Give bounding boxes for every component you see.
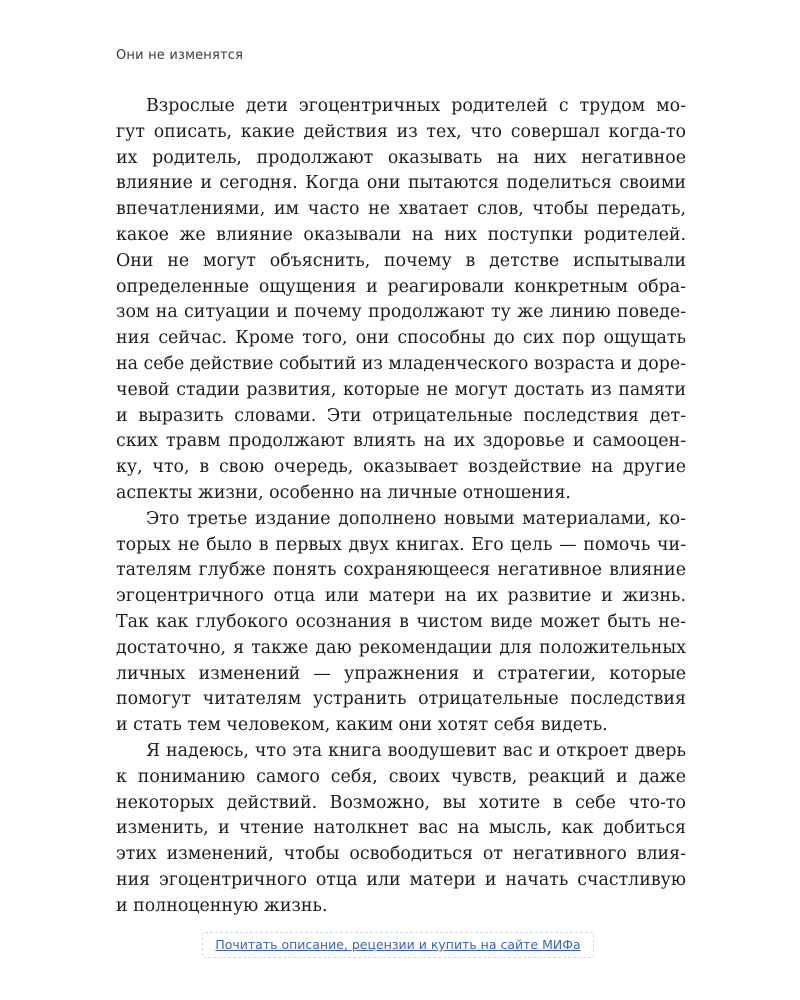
text-line: чевой стадии развития, которые не могут достать из памяти [116,379,686,400]
text-line: Взрослые дети эгоцентричных родителей с трудом мо- [146,96,686,116]
text-line: некоторых действий. Возможно, вы хотите в себе что-то [116,792,686,813]
text-line: Так как глубокого осознания в чистом виде может быть не- [116,611,686,632]
text-line: ния сейчас. Кроме того, они способны до сих пор ощущать [116,328,686,349]
paragraph-1 [116,94,686,507]
text-line: Я надеюсь, что эта книга воодушевит вас и откроет дверь [146,740,686,761]
text-line: изменить, и чтение натолкнет вас на мысль, как добиться [116,818,686,839]
text-line: ния эгоцентричного отца или матери и начать счастливую [116,869,686,890]
text-line: влияние и сегодня. Когда они пытаются поделиться своими [116,173,686,194]
text-line: тателям глубже понять сохраняющееся негативное влияние [116,560,686,581]
text-line: определенные ощущения и реагировали конкретным обра- [116,276,686,297]
text-line: ских травм продолжают влиять на их здоровье и самооцен- [116,431,686,452]
body-text [116,94,686,920]
text-line: впечатлениями, им часто не хватает слов, чтобы передать, [116,199,686,220]
text-line: торых не было в первых двух книгах. Его цель — помочь чи- [116,534,686,555]
text-line: помогут читателям устранить отрицательные последствия [116,689,686,710]
text-line: этих изменений, чтобы освободиться от негативного влия- [116,844,686,865]
text-line: и стать тем человеком, каким они хотят себя видеть. [116,715,608,736]
paragraph-2 [116,507,686,739]
text-line: эгоцентричного отца или матери на их развитие и жизнь. [116,586,686,607]
text-line: аспекты жизни, особенно на личные отношения. [116,482,571,503]
text-line: Это третье издание дополнено новыми материалами, ко- [146,508,686,529]
running-title: Они не изменятся [116,48,244,63]
text-line: гут описать, какие действия из тех, что совершал когда-то [116,121,686,142]
text-line: их родитель, продолжают оказывать на них негативное [116,147,686,168]
text-line: личных изменений — упражнения и стратегии, которые [116,663,686,684]
text-line: на себе действие событий из младенческого возраста и доре- [116,353,686,374]
text-line: и выразить словами. Эти отрицательные последствия дет- [116,405,686,426]
text-line: и полноценную жизнь. [116,895,328,916]
text-line: какое же влияние оказывали на них поступки родителей. [116,224,686,245]
text-line: к пониманию самого себя, своих чувств, реакций и даже [116,766,686,787]
buy-on-site-link[interactable]: Почитать описание, рецензии и купить на сайте МИФа [202,932,594,958]
paragraph-3 [116,739,686,920]
text-line: Они не могут объяснить, почему в детстве испытывали [116,250,686,271]
text-line: ку, что, в свою очередь, оказывает воздействие на другие [116,457,686,478]
text-line: достаточно, я также даю рекомендации для положительных [116,637,686,658]
text-line: зом на ситуации и почему продолжают ту же линию поведе- [116,302,686,323]
